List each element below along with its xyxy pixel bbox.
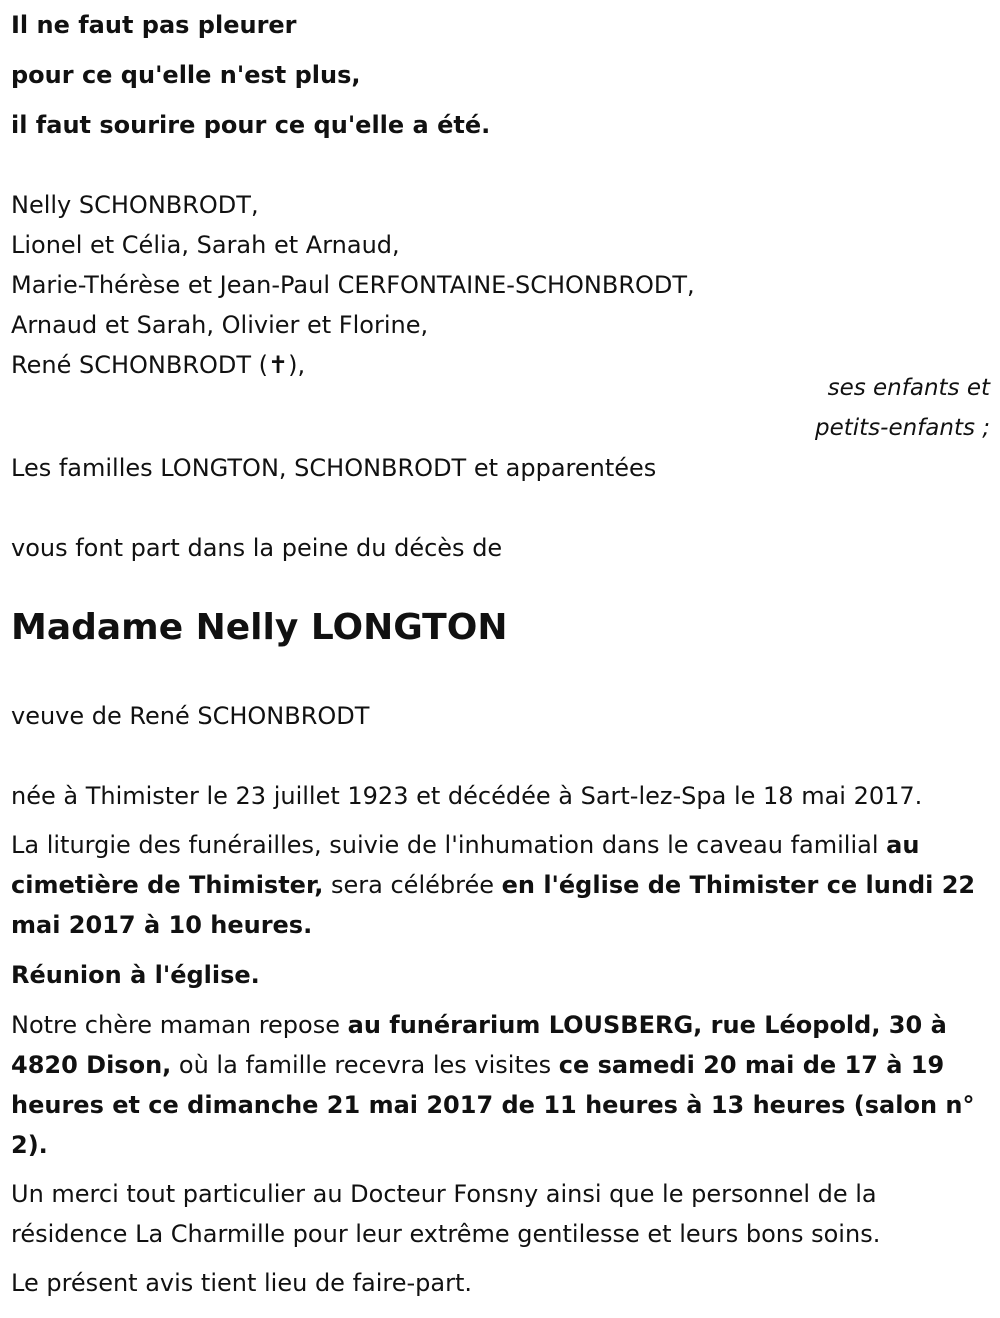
thanks-paragraph: Un merci tout particulier au Docteur Fonsny ainsi que le personnel de la résidence La Charmille pour leur extrême gentilesse et leurs bons soins. <box>11 1180 881 1248</box>
family-line-4: Arnaud et Sarah, Olivier et Florine, <box>11 311 429 339</box>
family-role-line-2: petits-enfants ; <box>814 415 990 441</box>
deceased-name: Madame Nelly LONGTON <box>11 607 508 648</box>
quote-line-3: il faut sourire pour ce qu'elle a été. <box>11 111 491 139</box>
family-line-3: Marie-Thérèse et Jean-Paul CERFONTAINE-SCHONBRODT, <box>11 271 695 299</box>
announcement: vous font part dans la peine du décès de <box>11 534 503 562</box>
families-line: Les familles LONGTON, SCHONBRODT et apparentées <box>11 454 657 482</box>
widow-of: veuve de René SCHONBRODT <box>11 702 370 730</box>
liturgy-church-date: en l'église de Thimister ce lundi 22 mai 2017 à 10 heures. <box>11 871 976 939</box>
family-line-5: René SCHONBRODT (✝), <box>11 351 306 379</box>
quote-line-1: Il ne faut pas pleurer <box>11 11 297 39</box>
liturgy-paragraph <box>11 825 996 945</box>
family-role-line-1: ses enfants et <box>827 375 990 401</box>
visits-schedule: ce samedi 20 mai de 17 à 19 heures et ce dimanche 21 mai 2017 de 11 heures à 13 heures (salon n° 2). <box>11 1051 975 1159</box>
visits-text-2: où la famille recevra les visites <box>171 1051 559 1079</box>
liturgy-text-1: La liturgie des funérailles, suivie de l'inhumation dans le caveau familial <box>11 831 887 859</box>
closing: Le présent avis tient lieu de faire-part. <box>11 1269 473 1297</box>
family-line-1: Nelly SCHONBRODT, <box>11 191 259 219</box>
reunion: Réunion à l'église. <box>11 961 260 989</box>
liturgy-cemetery: au cimetière de Thimister, <box>11 831 920 899</box>
liturgy-text-2: sera célébrée <box>323 871 502 899</box>
family-line-2: Lionel et Célia, Sarah et Arnaud, <box>11 231 400 259</box>
quote-line-2: pour ce qu'elle n'est plus, <box>11 61 361 89</box>
visits-funerarium: au funérarium LOUSBERG, rue Léopold, 30 à 4820 Dison, <box>11 1011 947 1079</box>
birth-death: née à Thimister le 23 juillet 1923 et décédée à Sart-lez-Spa le 18 mai 2017. <box>11 782 923 810</box>
visits-text-1: Notre chère maman repose <box>11 1011 348 1039</box>
visits-paragraph <box>11 1005 996 1165</box>
